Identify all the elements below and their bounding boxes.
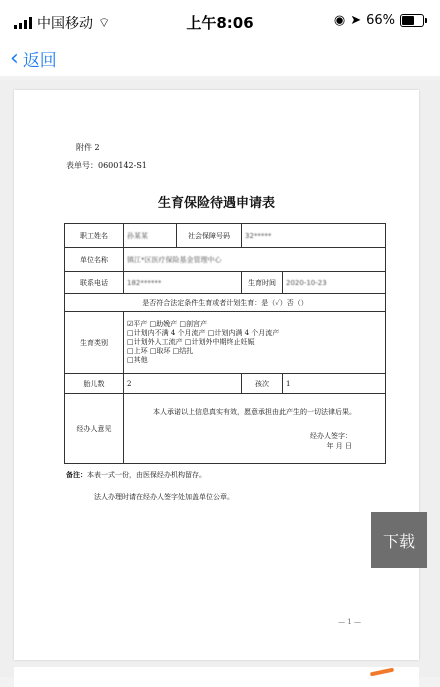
agent-sign: 经办人签字： xyxy=(310,431,352,440)
chevron-left-icon: ‹ xyxy=(10,45,19,71)
plan-question: 是否符合法定条件生育或者计划生育：是（✓）否（） xyxy=(65,294,386,312)
unit-label: 单位名称 xyxy=(65,248,124,272)
fetus-value: 2 xyxy=(124,374,242,394)
kind-line: □上环 □取环 □结扎 xyxy=(127,347,194,355)
times-label: 孩次 xyxy=(242,374,283,394)
unit-value: 镇江*区医疗保险基金管理中心 xyxy=(124,248,386,272)
agent-date: 年 月 日 xyxy=(326,441,352,450)
document-page xyxy=(14,90,419,660)
wifi-icon: ⌔ xyxy=(98,16,111,31)
ssn-value: 32***** xyxy=(242,224,386,248)
name-label: 职工姓名 xyxy=(65,224,124,248)
kind-line: □其他 xyxy=(127,356,148,364)
fetus-label: 胎儿数 xyxy=(65,374,124,394)
form-number: 表单号：0600142-S1 xyxy=(66,161,147,170)
birth-time-label: 生育时间 xyxy=(242,272,283,294)
kind-line: □计划外人工流产 □计划外中期终止妊娠 xyxy=(127,338,255,346)
page-number: — 1 — xyxy=(338,618,361,626)
name-value: 孙某某 xyxy=(124,224,177,248)
birth-time-value: 2020-10-23 xyxy=(283,272,386,294)
carrier-label: 中国移动 xyxy=(37,16,93,32)
note-label: 备注： xyxy=(66,470,87,479)
kind-options xyxy=(124,312,386,374)
battery-icon xyxy=(400,14,424,27)
back-label: 返回 xyxy=(22,51,57,71)
agent-label: 经办人意见 xyxy=(65,394,124,464)
next-page-preview xyxy=(14,667,419,687)
battery-percent: 66% xyxy=(366,13,395,28)
download-button[interactable]: 下载 xyxy=(371,512,427,568)
nav-bar xyxy=(0,44,440,76)
phone-label: 联系电话 xyxy=(65,272,124,294)
application-form-table xyxy=(64,223,386,464)
kind-label: 生育类别 xyxy=(65,312,124,374)
agent-text: 本人承诺以上信息真实有效，愿意承担由此产生的一切法律后果。 xyxy=(153,407,356,416)
attachment-label: 附件 2 xyxy=(76,143,100,152)
battery-fill xyxy=(402,16,414,25)
times-value: 1 xyxy=(283,374,386,394)
lock-rotation-icon: ◉ xyxy=(333,13,346,28)
agent-opinion xyxy=(124,394,386,464)
note-text: 本表一式一份，由医保经办机构留存。 xyxy=(87,471,206,479)
note-2: 法人办理时请在经办人签字处加盖单位公章。 xyxy=(94,493,234,501)
kind-line: ☑平产 □助娩产 □剖宫产 xyxy=(127,320,207,328)
status-right xyxy=(334,13,424,28)
note xyxy=(66,470,206,480)
kind-line: □计划内不满 4 个月流产 □计划内满 4 个月流产 xyxy=(127,329,280,337)
status-time: 上午8:06 xyxy=(186,14,254,32)
phone-value: 182****** xyxy=(124,272,242,294)
back-button[interactable] xyxy=(10,46,57,71)
document-viewer[interactable] xyxy=(0,80,440,677)
ssn-label: 社会保障号码 xyxy=(177,224,242,248)
document-title: 生育保险待遇申请表 xyxy=(157,196,275,211)
location-icon: ➤ xyxy=(350,13,362,28)
status-bar xyxy=(0,0,440,44)
